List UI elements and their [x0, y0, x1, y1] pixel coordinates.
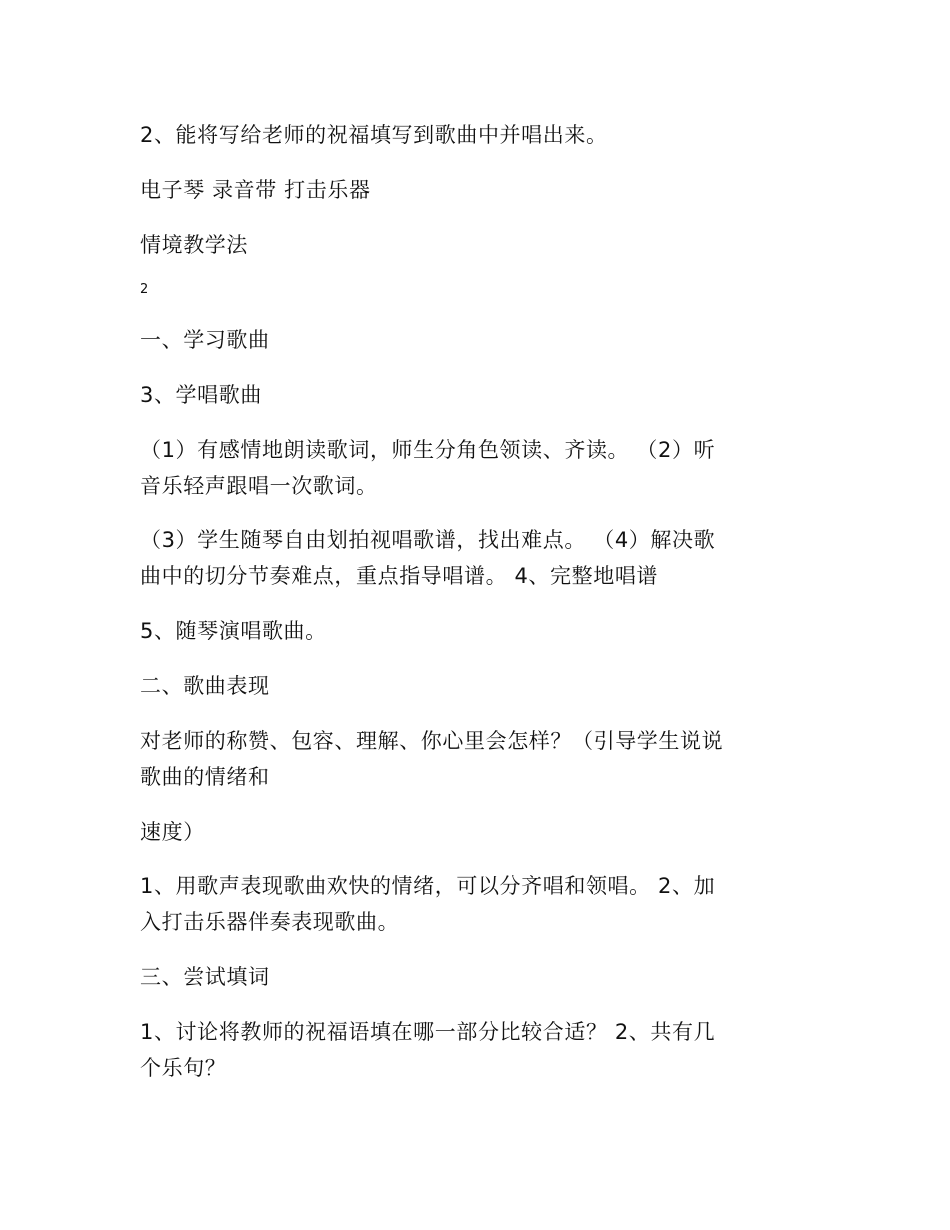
paragraph-line: 个乐句？ [140, 1056, 227, 1080]
step-line-5: 5、随琴演唱歌曲。 [140, 619, 327, 643]
section-heading-2: 二、歌曲表现 [140, 674, 270, 698]
paragraph-line: 曲中的切分节奏难点，重点指导唱谱。 4、完整地唱谱 [140, 564, 659, 588]
paragraph-line: 1、用歌声表现歌曲欢快的情绪，可以分齐唱和领唱。 2、加 [140, 874, 716, 898]
goal-line: 2、能将写给老师的祝福填写到歌曲中并唱出来。 [140, 123, 608, 147]
paragraph-line: （1）有感情地朗读歌词，师生分角色领读、齐读。 （2）听 [140, 438, 716, 462]
section-heading-1: 一、学习歌曲 [140, 328, 270, 352]
materials-line: 电子琴 录音带 打击乐器 [140, 178, 371, 202]
page-number: 2 [140, 282, 149, 297]
method-line: 情境教学法 [140, 233, 248, 257]
paragraph-line: 速度） [140, 820, 205, 844]
paragraph-line: （3）学生随琴自由划拍视唱歌谱，找出难点。 （4）解决歌 [140, 528, 716, 552]
step-heading-3: 3、学唱歌曲 [140, 383, 262, 407]
paragraph-line: 歌曲的情绪和 [140, 765, 270, 789]
section-heading-3: 三、尝试填词 [140, 965, 270, 989]
paragraph-line: 入打击乐器伴奏表现歌曲。 [140, 910, 400, 934]
paragraph-line: 对老师的称赞、包容、理解、你心里会怎样？（引导学生说说 [140, 729, 724, 753]
paragraph-line: 音乐轻声跟唱一次歌词。 [140, 474, 378, 498]
paragraph-line: 1、讨论将教师的祝福语填在哪一部分比较合适？ 2、共有几 [140, 1020, 716, 1044]
